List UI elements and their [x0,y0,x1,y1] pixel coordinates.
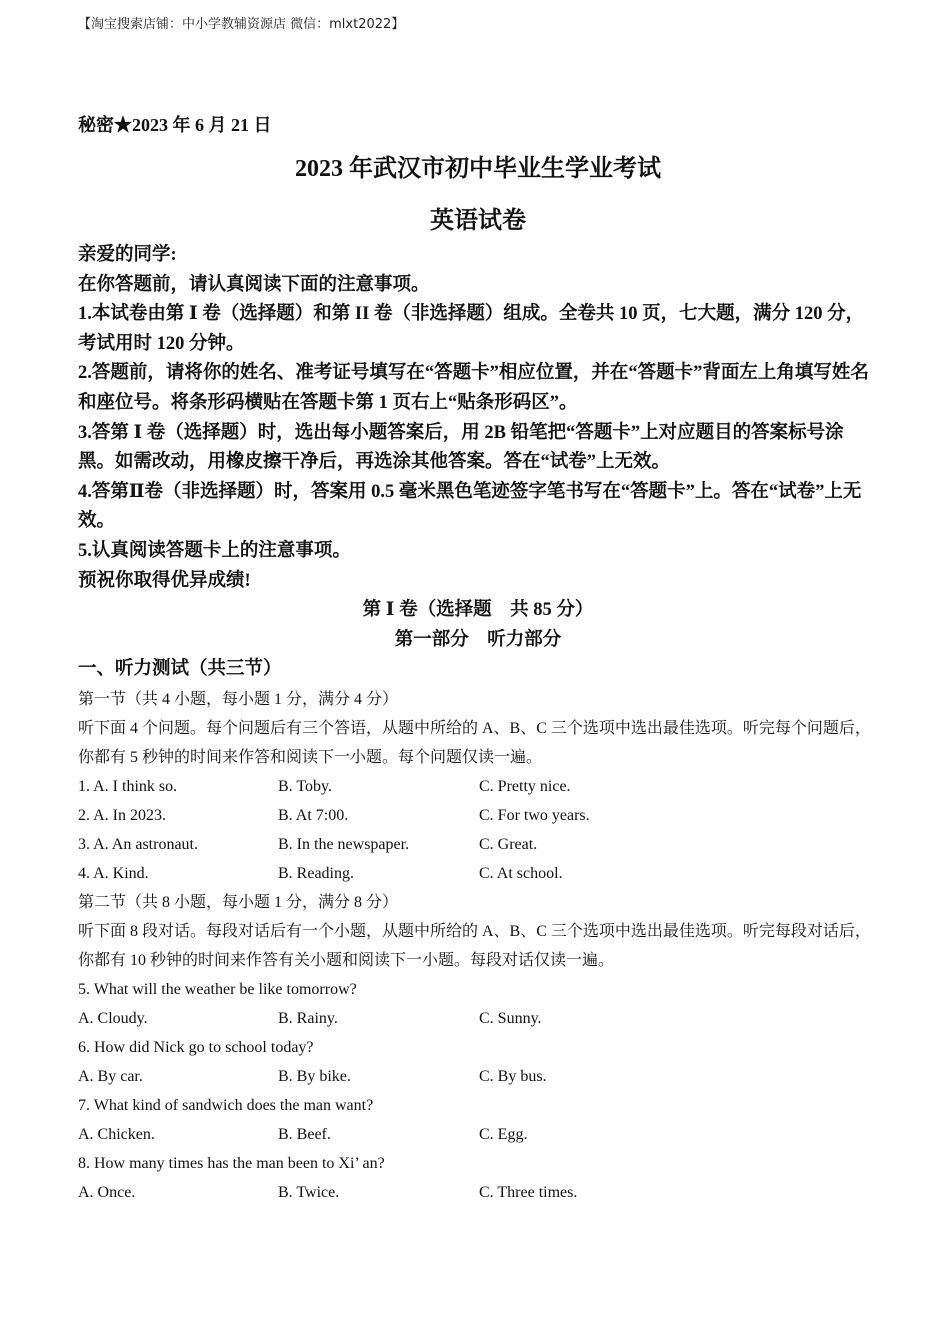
intro-line: 在你答题前，请认真阅读下面的注意事项。 [78,274,430,295]
note-4: 4.答第Ⅱ卷（非选择题）时，答案用 0.5 毫米黑色笔迹签字笔书写在“答题卡”上。答在“试卷”上无效。 [78,481,862,532]
question-text: 5. What will the weather be like tomorrow? [78,980,357,998]
question-text: 7. What kind of sandwich does the man want? [78,1096,374,1114]
question-row [78,772,878,801]
wish: 预祝你取得优异成绩! [78,570,251,591]
note-1: 1.本试卷由第 Ⅰ 卷（选择题）和第 II 卷（非选择题）组成。全卷共 10 页，七大题，满分 120 分，考试用时 120 分钟。 [78,304,865,354]
option-b: B. At 7:00. [278,806,349,824]
option-a: A. By car. [78,1067,143,1085]
note-2: 2.答题前，请将你的姓名、准考证号填写在“答题卡”相应位置，并在“答题卡”背面左上角填写姓名和座位号。将条形码横贴在答题卡第 1 页右上“贴条形码区”。 [78,363,869,413]
option-b: B. Reading. [278,864,354,882]
option-c: C. At school. [479,864,563,882]
sec1-header: 第一节（共 4 小题，每小题 1 分，满分 4 分） [78,690,399,708]
option-a: 1. A. I think so. [78,777,178,795]
question-row [78,801,878,830]
option-c: C. For two years. [479,806,590,824]
question-text: 8. How many times has the man been to Xi’ an? [78,1154,385,1172]
question-row [78,1178,878,1207]
exam-title: 2023 年武汉市初中毕业生学业考试 [295,156,661,182]
listening-title: 一、听力测试（共三节） [78,659,282,680]
question-row [78,1120,878,1149]
option-c: C. Egg. [479,1125,528,1143]
sec1-instructions: 听下面 4 个问题。每个问题后有三个答语，从题中所给的 A、B、C 三个选项中选出最佳选项。听完每个问题后，你都有 5 秒钟的时间来作答和阅读下一小题。每个问题仅读一遍。 [78,719,871,766]
question-row [78,830,878,859]
option-b: B. Beef. [278,1125,331,1143]
option-a: A. Cloudy. [78,1009,148,1027]
sec2-instructions: 听下面 8 段对话。每段对话后有一个小题，从题中所给的 A、B、C 三个选项中选出最佳选项。听完每段对话后，你都有 10 秒钟的时间来作答有关小题和阅读下一小题。每段对话仅读一遍。 [78,922,871,969]
option-b: B. Rainy. [278,1009,338,1027]
question-row [78,1062,878,1091]
option-c: C. Three times. [479,1183,578,1201]
exam-page [78,112,878,1207]
option-b: B. Twice. [278,1183,340,1201]
option-b: B. Toby. [278,777,332,795]
option-a: A. Chicken. [78,1125,155,1143]
option-b: B. In the newspaper. [278,835,410,853]
greeting: 亲爱的同学: [78,245,177,265]
question-row [78,1004,878,1033]
option-b: B. By bike. [278,1067,351,1085]
header-note: 【淘宝搜索店铺：中小学教辅资源店 微信：mlxt2022】 [78,17,405,32]
option-a: 2. A. In 2023. [78,806,166,824]
part-one-title: 第 Ⅰ 卷（选择题 共 85 分） [362,600,594,621]
exam-subject: 英语试卷 [430,208,526,234]
note-3: 3.答第 Ⅰ 卷（选择题）时，选出每小题答案后，用 2B 铅笔把“答题卡”上对应题目的答案标号涂黑。如需改动，用橡皮擦干净后，再选涂其他答案。答在“试卷”上无效。 [78,422,844,473]
option-c: C. Great. [479,835,538,853]
option-a: 4. A. Kind. [78,864,149,882]
option-a: 3. A. An astronaut. [78,835,198,853]
section-one-title: 第一部分 听力部分 [394,629,562,650]
note-5: 5.认真阅读答题卡上的注意事项。 [78,540,351,561]
sec2-header: 第二节（共 8 小题，每小题 1 分，满分 8 分） [78,893,399,911]
option-c: C. Pretty nice. [479,777,571,795]
secret-date: 秘密★2023 年 6 月 21 日 [78,115,272,135]
question-row [78,859,878,888]
option-c: C. Sunny. [479,1009,542,1027]
question-text: 6. How did Nick go to school today? [78,1038,314,1056]
option-c: C. By bus. [479,1067,547,1085]
option-a: A. Once. [78,1183,136,1201]
